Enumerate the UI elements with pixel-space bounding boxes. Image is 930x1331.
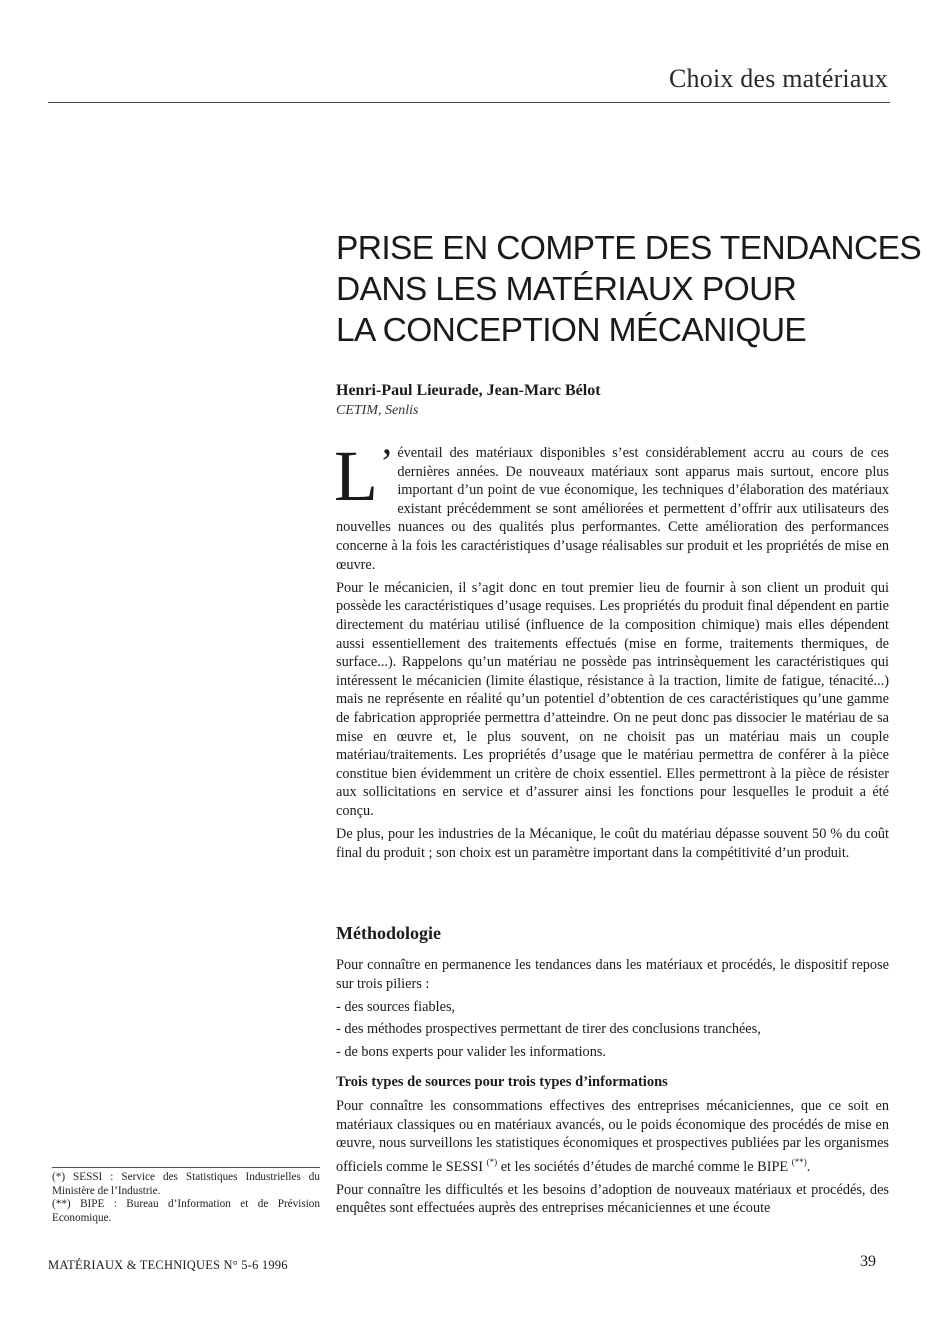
intro-paragraph-2: Pour le mécanicien, il s’agit donc en tout premier lieu de fournir à son client un produit qui possède les caractéristiques d’usage requises. Les propriétés du produit final dépendent en partie directement du matériau utilisé (influence de la composition chimique) mais elles dépendent aussi essentiellement des traitements effectués (mise en forme, traitements thermiques, de surface...). Rappelons qu’un matériau ne possède pas intrinsèquement les caractéristiques qui intéressent le mécanicien (limite élastique, résistance à la traction, limite de fatigue, ténacité...) mais ne représente en réalité qu’un potentiel d’obtention de ces caractéristiques qu’une gamme de fabrication appropriée permettra d’atteindre. On ne peut donc pas dissocier le matériau de sa mise en œuvre et, le plus souvent, on ne choisit pas un matériau mais un couple matériau/traitements. Les propriétés d’usage que le matériau permettra de conférer à la pièce constitue bien évidemment un critère de choix essentiel. Elles permettront à la pièce de résister aux sollicitations en service et d’assurer ainsi les fonctions pour lesquelles le produit a été conçu. — [336, 579, 889, 819]
footer-journal: MATÉRIAUX & TECHNIQUES N° 5-6 1996 — [48, 1258, 288, 1272]
footnote-2: (**) BIPE : Bureau d’Information et de Prévision Economique. — [52, 1198, 320, 1224]
footnote-ref-2: (**) — [791, 1156, 807, 1167]
footnotes — [52, 1171, 320, 1225]
intro-paragraph-3: De plus, pour les industries de la Mécanique, le coût du matériau dépasse souvent 50 % du coût final du produit ; son choix est un paramètre important dans la compétitivité d’un produit. — [336, 826, 889, 861]
list-item: - de bons experts pour valider les informations. — [336, 1043, 606, 1060]
article-title — [336, 228, 922, 351]
subsection-heading-sources: Trois types de sources pour trois types d’informations — [336, 1074, 668, 1090]
methodologie-paragraph: Pour connaître en permanence les tendances dans les matériaux et procédés, le dispositif repose sur trois piliers : — [336, 957, 889, 992]
sources-section — [336, 1097, 889, 1223]
sources-paragraph-2: Pour connaître les difficultés et les besoins d’adoption de nouveaux matériaux et procédés, des enquêtes sont effectuées auprès des entreprises mécaniciennes et une écoute — [336, 1181, 889, 1217]
methodologie-section — [336, 956, 889, 1065]
header-rule — [48, 102, 890, 103]
title-line-1: PRISE EN COMPTE DES TENDANCES — [336, 230, 922, 267]
intro-paragraph-1: L’ éventail des matériaux disponibles s’est considérablement accru au cours de ces dernières années. De nouveaux matériaux sont apparus mais surtout, encore plus important d’un point de vue économique, les techniques d’élaboration des matériaux existant précédemment se sont améliorées et permettent d’offrir aux utilisateurs des nouvelles nuances ou des qualités plus performantes. Cette amélioration des performances concerne à la fois les caractéristiques d’usage réalisables sur produit et les propriétés de mise en œuvre. — [334, 436, 889, 573]
intro-section — [334, 436, 889, 867]
page-number: 39 — [860, 1253, 876, 1270]
list-item: - des méthodes prospectives permettant de tirer des conclusions tranchées, — [336, 1021, 761, 1038]
section-heading-methodologie: Méthodologie — [336, 923, 441, 943]
affiliation: CETIM, Senlis — [336, 403, 419, 418]
drop-cap: L’ — [334, 436, 394, 516]
pillars-list — [336, 998, 889, 1061]
authors: Henri-Paul Lieurade, Jean-Marc Bélot — [336, 382, 601, 399]
footnote-ref-1: (*) — [486, 1156, 498, 1167]
title-line-3: LA CONCEPTION MÉCANIQUE — [336, 312, 807, 349]
footnote-1: (*) SESSI : Service des Statistiques Industrielles du Ministère de l’Industrie. — [52, 1171, 320, 1197]
footnote-rule — [52, 1167, 320, 1168]
title-line-2: DANS LES MATÉRIAUX POUR — [336, 271, 797, 308]
running-header: Choix des matériaux — [669, 64, 888, 93]
sources-paragraph-1: Pour connaître les consommations effectives des entreprises mécaniciennes, que ce soit en matériaux classiques ou en matériaux avancés, ou le poids économique des procédés de mise en œuvre, nous surveillons les statistiques économiques et prospectives publiées par les organismes officiels comme le SESSI (*) et les sociétés d’études de marché comme le BIPE (**). — [336, 1098, 889, 1175]
list-item: - des sources fiables, — [336, 998, 456, 1015]
